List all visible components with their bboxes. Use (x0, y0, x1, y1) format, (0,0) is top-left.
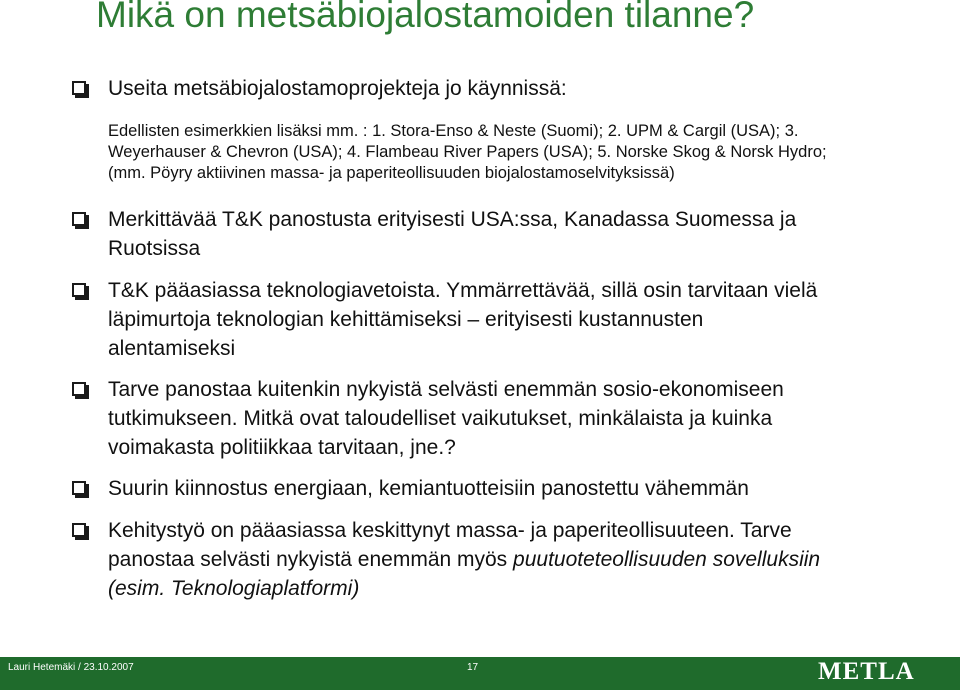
bullet-checkbox-icon (72, 481, 86, 495)
page-number: 17 (467, 662, 479, 673)
emphasis-text: (esim. Teknologiaplatformi) (108, 577, 360, 600)
bullet-checkbox-icon (72, 523, 86, 537)
emphasis-text: puutuoteteollisuuden sovelluksiin (513, 548, 821, 571)
bullet-1: Useita metsäbiojalostamoprojekteja jo käynnissä: (108, 77, 567, 100)
bullet-6: Kehitystyö on pääasiassa keskittynyt massa- ja paperiteollisuuteen. Tarve panostaa selvästi nykyistä enemmän myös puutuoteteollisuuden sovelluksiin (esim. Teknologiaplatformi) (108, 519, 821, 600)
bullet-3: T&K pääasiassa teknologiavetoista. Ymmärrettävää, sillä osin tarvitaan vielä läpimurtoja teknologian kehittämiseksi – erityisesti kustannusten alentamiseksi (108, 279, 818, 360)
metla-logo: METLA (818, 658, 915, 685)
bullet-1-details: Edellisten esimerkkien lisäksi mm. : 1. Stora-Enso & Neste (Suomi); 2. UPM & Cargil (USA); 3. Weyerhauser & Chevron (USA); 4. Flambeau River Papers (USA); 5. Norske Skog & Norsk Hydro; (mm. Pöyry aktiivinen massa- ja paperiteollisuuden biojalostamoselvityksissä) (108, 122, 827, 182)
bullet-checkbox-icon (72, 81, 86, 95)
bullet-2: Merkittävää T&K panostusta erityisesti USA:ssa, Kanadassa Suomessa ja Ruotsissa (108, 208, 797, 260)
bullet-4: Tarve panostaa kuitenkin nykyistä selvästi enemmän sosio-ekonomiseen tutkimukseen. Mitkä ovat taloudelliset vaikutukset, minkälaista ja kuinka voimakasta politiikkaa tarvitaan, jne.? (108, 378, 784, 459)
footer-author-date: Lauri Hetemäki / 23.10.2007 (8, 662, 134, 673)
bullet-5: Suurin kiinnostus energiaan, kemiantuotteisiin panostettu vähemmän (108, 477, 749, 500)
bullet-checkbox-icon (72, 283, 86, 297)
bullet-checkbox-icon (72, 212, 86, 226)
footer-bar (0, 657, 960, 690)
bullet-checkbox-icon (72, 382, 86, 396)
slide-title: Mikä on metsäbiojalostamoiden tilanne? (96, 0, 755, 35)
